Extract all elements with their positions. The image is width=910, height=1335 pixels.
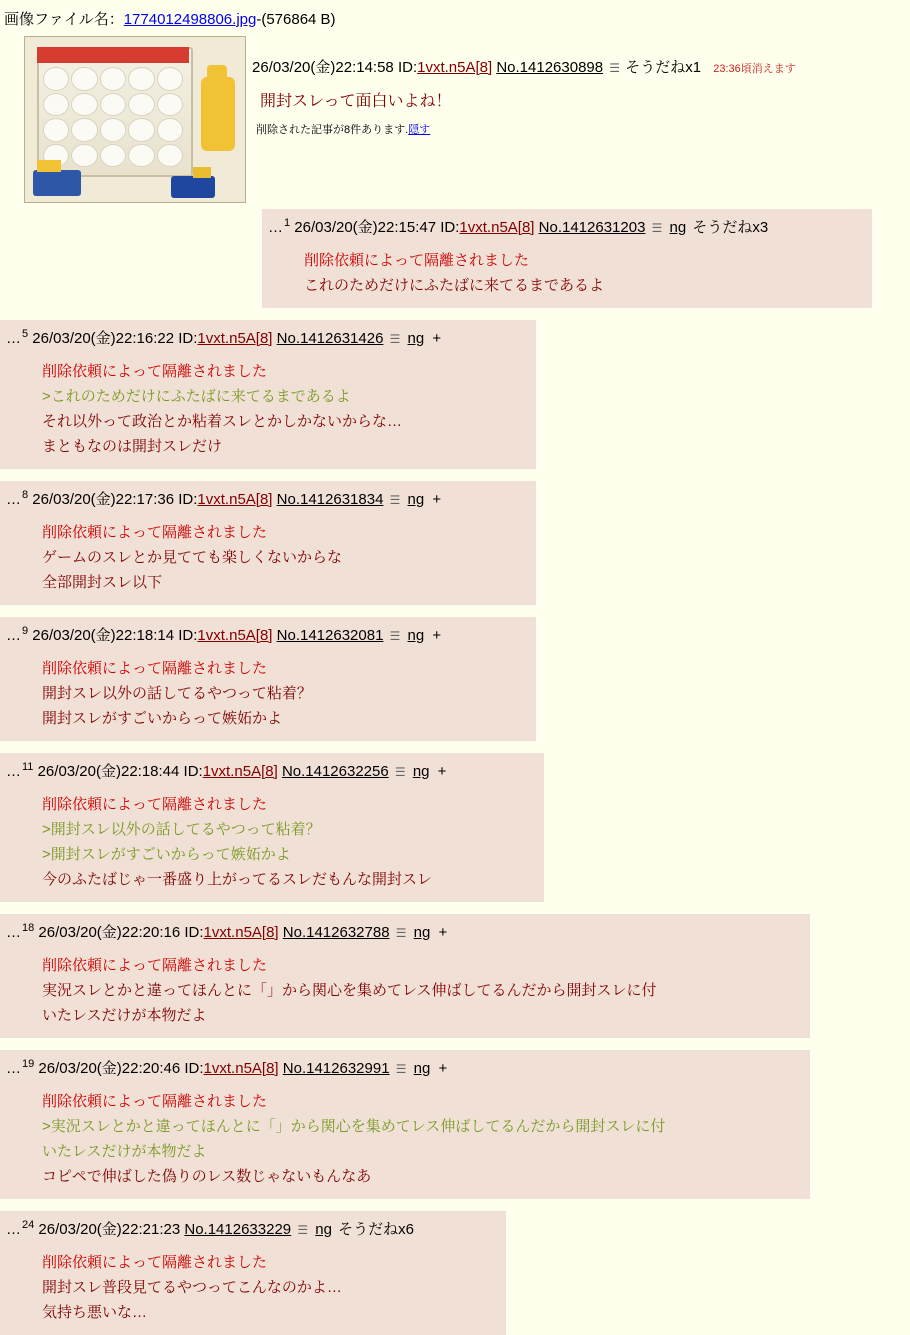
reply-index: 8 — [22, 489, 29, 501]
hamburger-icon[interactable]: ☰ — [394, 765, 405, 779]
reply-text — [268, 238, 862, 298]
reply-index: 1 — [284, 217, 291, 229]
reply-post — [0, 1050, 910, 1199]
hamburger-icon[interactable]: ☰ — [609, 61, 620, 75]
text-line: 開封スレ普段見てるやつってこんなのかよ… — [42, 1279, 342, 1296]
reply-header — [6, 621, 526, 646]
op-id-label: ID: — [397, 59, 418, 76]
op-sodane-button[interactable]: そうだねx1 — [625, 59, 702, 76]
ng-button[interactable]: ng — [407, 491, 425, 508]
reply-post-number[interactable]: No.1412631834 — [276, 491, 384, 508]
reply-collapse-dots[interactable]: … — [6, 763, 22, 780]
ng-button[interactable]: ng — [412, 763, 430, 780]
expand-button[interactable]: + — [437, 763, 447, 780]
reply-collapse-dots[interactable]: … — [6, 627, 22, 644]
toy-yellow — [201, 77, 235, 151]
text-line: これのためだけにふたばに来てるまであるよ — [304, 277, 605, 294]
reply-id-value[interactable]: 1vxt.n5A[8] — [202, 763, 278, 780]
reply-id-label: ID: — [183, 763, 203, 780]
reply-body-box — [0, 1211, 506, 1335]
reply-date: 26/03/20(金)22:20:46 — [38, 1060, 181, 1077]
reply-date: 26/03/20(金)22:16:22 — [32, 330, 175, 347]
reply-header — [268, 213, 862, 238]
hamburger-icon[interactable]: ☰ — [297, 1223, 308, 1237]
hamburger-icon[interactable]: ☰ — [651, 221, 662, 235]
file-header — [0, 6, 910, 32]
reply-collapse-dots[interactable]: … — [268, 219, 284, 236]
reply-text — [6, 1240, 496, 1325]
file-size: -(576864 B) — [256, 11, 336, 28]
op-post — [0, 32, 910, 207]
toy-blue-right — [171, 176, 215, 198]
reply-body-box — [0, 914, 810, 1038]
reply-date: 26/03/20(金)22:21:23 — [38, 1221, 181, 1238]
reply-text — [6, 646, 526, 731]
reply-text — [6, 1079, 800, 1189]
reply-header — [6, 485, 526, 510]
text-line: 実況スレとかと違ってほんとに「」から関心を集めてレス伸ばしてるんだから開封スレに付 — [42, 982, 657, 999]
reply-index: 19 — [22, 1058, 35, 1070]
hamburger-icon[interactable]: ☰ — [389, 493, 400, 507]
reply-body-box — [0, 481, 536, 605]
reply-id-value[interactable]: 1vxt.n5A[8] — [203, 924, 279, 941]
quote-line: いたレスだけが本物だよ — [42, 1143, 207, 1160]
reply-id-label: ID: — [178, 627, 198, 644]
reply-collapse-dots[interactable]: … — [6, 1060, 22, 1077]
reply-header — [6, 1215, 496, 1240]
reply-sodane-button[interactable]: そうだねx3 — [692, 219, 769, 236]
reply-body-box — [0, 617, 536, 741]
reply-id-value[interactable]: 1vxt.n5A[8] — [197, 330, 273, 347]
quote-line: >これのためだけにふたばに来てるまであるよ — [42, 388, 351, 405]
reply-header — [6, 1054, 800, 1079]
reply-post-number[interactable]: No.1412631426 — [276, 330, 384, 347]
hamburger-icon[interactable]: ☰ — [395, 1062, 406, 1076]
reply-post — [0, 914, 910, 1038]
ng-button[interactable]: ng — [315, 1221, 332, 1238]
moderation-line: 削除依頼によって隔離されました — [42, 1254, 268, 1271]
text-line: 全部開封スレ以下 — [42, 574, 163, 591]
reply-post — [0, 617, 910, 741]
reply-id-value[interactable]: 1vxt.n5A[8] — [197, 491, 273, 508]
reply-post — [0, 320, 910, 469]
text-line: ゲームのスレとか見てても楽しくないからな — [42, 549, 343, 566]
moderation-line: 削除依頼によって隔離されました — [304, 252, 530, 269]
reply-id-label: ID: — [178, 491, 198, 508]
expand-button[interactable]: + — [438, 1060, 448, 1077]
op-text: 開封スレって面白いよね！ — [260, 93, 452, 110]
reply-index: 18 — [22, 922, 35, 934]
reply-id-label: ID: — [178, 330, 198, 347]
reply-date: 26/03/20(金)22:15:47 — [294, 219, 437, 236]
reply-text — [6, 349, 526, 459]
reply-collapse-dots[interactable]: … — [6, 1221, 22, 1238]
text-line: 気持ち悪いな… — [42, 1304, 148, 1321]
ng-button[interactable]: ng — [669, 219, 687, 236]
file-link[interactable]: 1774012498806.jpg — [123, 11, 257, 28]
text-line: まともなのは開封スレだけ — [42, 438, 223, 455]
reply-date: 26/03/20(金)22:18:44 — [37, 763, 180, 780]
op-date: 26/03/20(金)22:14:58 — [252, 59, 394, 76]
deleted-notice-toggle[interactable]: 隠す — [408, 124, 431, 136]
op-post-number[interactable]: No.1412630898 — [496, 59, 604, 76]
op-expire-text: 23:36頃消えます — [713, 63, 796, 75]
reply-index: 24 — [22, 1219, 35, 1231]
hamburger-icon[interactable]: ☰ — [395, 926, 406, 940]
ng-button[interactable]: ng — [413, 1060, 431, 1077]
op-body — [252, 32, 910, 137]
reply-post-number[interactable]: No.1412632256 — [281, 763, 389, 780]
ng-button[interactable]: ng — [407, 627, 425, 644]
reply-text — [6, 943, 800, 1028]
reply-index: 9 — [22, 625, 29, 637]
reply-header — [6, 757, 534, 782]
moderation-line: 削除依頼によって隔離されました — [42, 1093, 268, 1110]
hamburger-icon[interactable]: ☰ — [389, 629, 400, 643]
reply-date: 26/03/20(金)22:17:36 — [32, 491, 175, 508]
quote-line: >開封スレがすごいからって嫉妬かよ — [42, 846, 291, 863]
reply-text — [6, 782, 534, 892]
reply-post-number[interactable]: No.1412631203 — [538, 219, 646, 236]
reply-body-box — [0, 1050, 810, 1199]
ng-button[interactable]: ng — [407, 330, 425, 347]
reply-date: 26/03/20(金)22:20:16 — [38, 924, 181, 941]
text-line: 開封スレ以外の話してるやつって粘着？ — [42, 685, 312, 702]
package-band — [37, 47, 189, 63]
deleted-notice-text: 削除された記事が8件あります. — [256, 124, 409, 136]
reply-header — [6, 324, 526, 349]
reply-id-label: ID: — [184, 924, 204, 941]
moderation-line: 削除依頼によって隔離されました — [42, 660, 268, 677]
reply-body-box — [0, 320, 536, 469]
moderation-line: 削除依頼によって隔離されました — [42, 363, 268, 380]
reply-body-box — [0, 753, 544, 902]
hamburger-icon[interactable]: ☰ — [389, 332, 400, 346]
reply-id-label: ID: — [440, 219, 460, 236]
reply-index: 11 — [22, 761, 34, 773]
reply-id-value[interactable]: 1vxt.n5A[8] — [197, 627, 273, 644]
deleted-notice — [252, 113, 910, 137]
moderation-line: 削除依頼によって隔離されました — [42, 957, 268, 974]
reply-collapse-dots[interactable]: … — [6, 330, 22, 347]
text-line: いたレスだけが本物だよ — [42, 1007, 207, 1024]
reply-post — [0, 1211, 910, 1335]
reply-text — [6, 510, 526, 595]
reply-id-value[interactable]: 1vxt.n5A[8] — [203, 1060, 279, 1077]
reply-list — [0, 209, 910, 1335]
reply-post-number[interactable]: No.1412632788 — [282, 924, 390, 941]
expand-button[interactable]: + — [432, 491, 442, 508]
reply-id-label: ID: — [184, 1060, 204, 1077]
file-label: 画像ファイル名： — [4, 11, 124, 28]
reply-index: 5 — [22, 328, 29, 340]
text-line: コピペで伸ばした偽りのレス数じゃないもんなあ — [42, 1168, 372, 1185]
ng-button[interactable]: ng — [413, 924, 431, 941]
op-thumbnail[interactable] — [24, 36, 246, 203]
egg-grid — [43, 67, 183, 167]
expand-button[interactable]: + — [438, 924, 448, 941]
reply-collapse-dots[interactable]: … — [6, 491, 22, 508]
text-line: 今のふたばじゃ一番盛り上がってるスレだもんな開封スレ — [42, 871, 433, 888]
reply-post — [0, 753, 910, 902]
text-line: それ以外って政治とか粘着スレとかしかないからな… — [42, 413, 403, 430]
quote-line: >実況スレとかと違ってほんとに「」から関心を集めてレス伸ばしてるんだから開封スレに付 — [42, 1118, 666, 1135]
op-header — [252, 58, 910, 79]
reply-sodane-button[interactable]: そうだねx6 — [338, 1221, 414, 1238]
moderation-line: 削除依頼によって隔離されました — [42, 796, 268, 813]
reply-body-box — [262, 209, 872, 308]
reply-post — [0, 481, 910, 605]
reply-post-number[interactable]: No.1412632991 — [282, 1060, 390, 1077]
reply-post-number[interactable]: No.1412633229 — [184, 1221, 292, 1238]
toy-blue-left — [33, 170, 81, 196]
expand-button[interactable]: + — [432, 627, 442, 644]
expand-button[interactable]: + — [432, 330, 442, 347]
op-id-value[interactable]: 1vxt.n5A[8] — [417, 59, 493, 76]
reply-collapse-dots[interactable]: … — [6, 924, 22, 941]
reply-post-number[interactable]: No.1412632081 — [276, 627, 384, 644]
reply-date: 26/03/20(金)22:18:14 — [32, 627, 175, 644]
reply-header — [6, 918, 800, 943]
reply-id-value[interactable]: 1vxt.n5A[8] — [459, 219, 535, 236]
reply-post — [0, 209, 910, 308]
moderation-line: 削除依頼によって隔離されました — [42, 524, 268, 541]
quote-line: >開封スレ以外の話してるやつって粘着？ — [42, 821, 321, 838]
text-line: 開封スレがすごいからって嫉妬かよ — [42, 710, 283, 727]
